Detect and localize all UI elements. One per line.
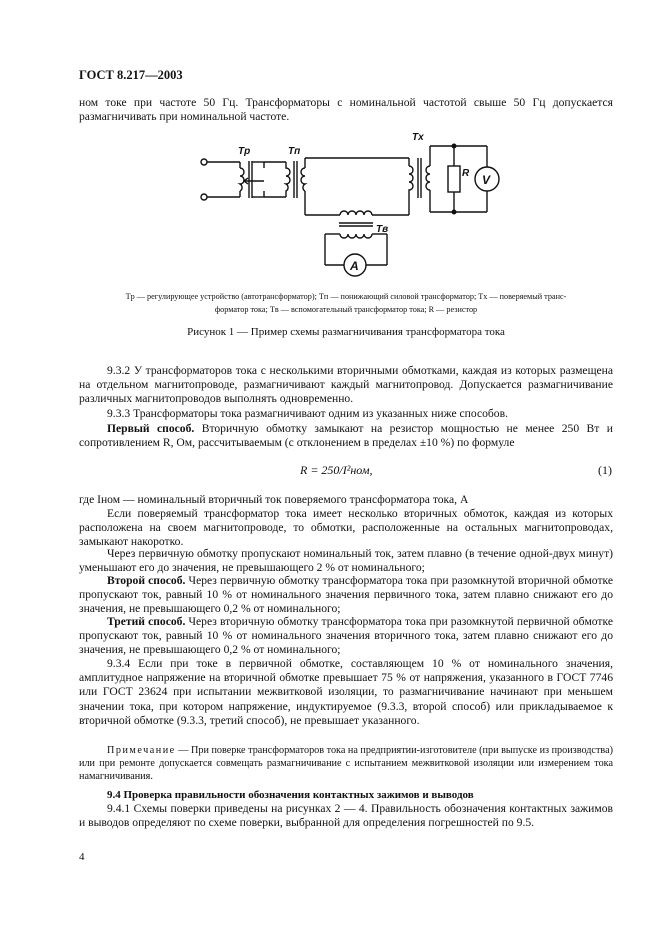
formula-number: (1) (598, 463, 612, 477)
input-terminal-bottom (201, 194, 207, 200)
method-1-paragraph (79, 422, 613, 450)
method-1-label: Первый способ. (107, 422, 195, 435)
intro-paragraph: ном токе при частоте 50 Гц. Трансформаторы с номинальной частотой свыше 50 Гц допускается размагничивать при номинальной частоте. (79, 96, 613, 124)
step-down-primary-coil (286, 162, 290, 197)
paragraph-9-3-4: 9.3.4 Если при токе в первичной обмотке, составляющем 10 % от номинального значения, амплитудное напряжение на вторичной обмотке превышает 75 % от напряжения, указанного в ГОСТ 7746 или ГОСТ 23624 при испытании межвитковой изоляции, то размагничивание начинают при меньшем значении тока, при котором напряжение, индуктируемое (9.3.3, второй способ) или прикладываемое к вторичной обмотке (9.3.3, третий способ), не превышает указанного. (79, 657, 613, 727)
tested-transformer-primary-coil (409, 166, 413, 192)
input-terminal-top (201, 159, 207, 165)
label-tr: Tр (238, 146, 251, 157)
resistor (448, 166, 460, 192)
label-tx: Tх (412, 132, 424, 143)
paragraph-primary-current: Через первичную обмотку пропускают номинальный ток, затем плавно (в течение одной-двух минут) уменьшают его до значения, не превышающего 2 % от номинального; (79, 547, 613, 575)
demagnetization-circuit-diagram (190, 128, 510, 286)
aux-transformer-primary-coil (340, 211, 372, 215)
figure-legend-line-1: Tр — регулирующее устройство (автотрансформатор); Tп — понижающий силовой трансформатор; Tх — поверяемый транс- (125, 292, 567, 301)
label-r: R (462, 168, 470, 179)
junction-dot (452, 144, 456, 148)
label-tp: Tп (288, 146, 301, 157)
page-number: 4 (79, 851, 85, 863)
figure-legend (79, 291, 613, 316)
method-2-text: Через первичную обмотку трансформатора тока при разомкнутой вторичной обмотке пропускают ток, равный 10 % от номинального значения первичного тока, затем плавно снижают его до значения, не превышающего 0,2 % от номинального; (79, 574, 614, 616)
method-2-paragraph (79, 574, 613, 617)
method-3-text: Через вторичную обмотку трансформатора тока при разомкнутой первичной обмотке пропускают ток, равный 10 % от номинального значения вторичного тока, затем плавно снижают его до значения, не превышающего 0,2 % от номинального; (79, 615, 613, 657)
paragraph-9-3-2: 9.3.2 У трансформаторов тока с несколькими вторичными обмотками, каждая из которых размещена на отдельном магнитопроводе, размагничивают каждый магнитопровод. Допускается размагничивание различных магнитопроводов выполнять одновременно. (79, 364, 613, 406)
method-1-text: Вторичную обмотку замыкают на резистор мощностью не менее 250 Вт и сопротивлением R, Ом, рассчитываемым (с отклонением в пределах ±10 %) по формуле (79, 422, 613, 450)
paragraph-9-4-1: 9.4.1 Схемы поверки приведены на рисунках 2 — 4. Правильность обозначения контактных зажимов и выводов определяют по схеме поверки, выбранной для определения погрешностей по 9.5. (79, 802, 613, 830)
label-a: A (350, 259, 359, 273)
section-9-4-heading: 9.4 Проверка правильности обозначения контактных зажимов и выводов (107, 789, 474, 801)
note-text: — При поверке трансформаторов тока на предприятии-изготовителе (при выпуске из производства) или при ремонте допускается совмещать размагничивание с испытанием межвитковой изоляции или измерением тока намагничивания. (79, 745, 613, 782)
tested-transformer-secondary-coil (426, 166, 430, 190)
paragraph-several-windings: Если поверяемый трансформатор тока имеет несколько вторичных обмоток, каждая из которых расположена на своем магнитопроводе, то обмотки, расположенные на остальных магнитопроводах, замыкают накоротко. (79, 507, 613, 549)
formula-where: где Iном — номинальный вторичный ток поверяемого трансформатора тока, А (79, 493, 469, 506)
method-3-label: Третий способ. (107, 615, 186, 628)
step-down-secondary-coil (301, 168, 305, 191)
label-v: V (482, 173, 491, 187)
figure-title: Рисунок 1 — Пример схемы размагничивания трансформатора тока (187, 326, 505, 338)
aux-transformer-secondary-coil (340, 234, 372, 238)
formula: R = 250/I²ном, (300, 463, 373, 477)
document-header: ГОСТ 8.217—2003 (79, 68, 183, 82)
note-label: Примечание (107, 745, 176, 756)
figure-legend-line-2: форматор тока; Tв — вспомогательный трансформатор тока; R — резистор (214, 304, 478, 314)
label-tv: Tв (376, 224, 389, 235)
autotransformer-coil (240, 168, 244, 191)
method-2-label: Второй способ. (107, 574, 186, 587)
method-3-paragraph (79, 615, 613, 658)
junction-dot (452, 210, 456, 214)
paragraph-9-3-3: 9.3.3 Трансформаторы тока размагничивают одним из указанных ниже способов. (107, 407, 508, 420)
note-paragraph (79, 744, 613, 783)
